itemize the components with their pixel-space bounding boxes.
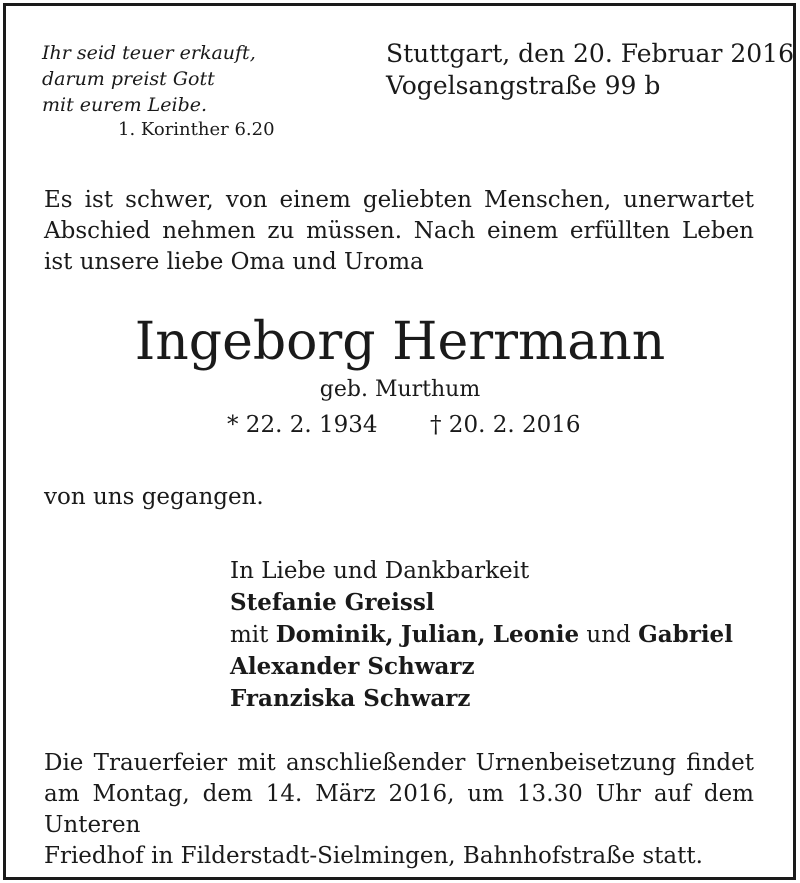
- intro-line: Es ist schwer, von einem geliebten Menschen, unerwartet: [44, 187, 754, 213]
- place-date: Stuttgart, den 20. Februar 2016: [386, 39, 794, 68]
- place-and-address: [386, 38, 794, 102]
- death-date: † 20. 2. 2016: [430, 412, 581, 438]
- verse-line: Ihr seid teuer erkauft,: [42, 42, 256, 64]
- funeral-line: am Montag, dem 14. März 2016, um 13.30 Uhr auf dem Unteren: [44, 781, 754, 838]
- funeral-notice: [44, 748, 754, 872]
- mourner-name: Franziska Schwarz: [230, 685, 471, 712]
- maiden-name: geb. Murthum: [319, 377, 481, 402]
- child-name: Dominik,: [275, 621, 394, 648]
- intro-line: Abschied nehmen zu müssen. Nach einem erfüllten Leben: [44, 218, 754, 244]
- child-name: Julian,: [400, 621, 486, 648]
- birth-date: * 22. 2. 1934: [227, 412, 378, 438]
- funeral-line: Friedhof in Filderstadt-Sielmingen, Bahnhofstraße statt.: [44, 843, 703, 869]
- deceased-name: Ingeborg Herrmann: [134, 312, 666, 372]
- bible-verse: [42, 40, 256, 118]
- mourner-name: Stefanie Greissl: [230, 589, 435, 616]
- child-name: Gabriel: [638, 621, 733, 648]
- verse-line: mit eurem Leibe.: [42, 94, 208, 116]
- mourners-block: [230, 556, 733, 715]
- verse-reference: 1. Korinther 6.20: [118, 119, 275, 140]
- passed-away-text: von uns gegangen.: [44, 484, 264, 510]
- intro-line: ist unsere liebe Oma und Uroma: [44, 249, 424, 275]
- verse-line: darum preist Gott: [42, 68, 215, 90]
- intro-paragraph: [44, 185, 754, 278]
- children-line: mit Dominik, Julian, Leonie und Gabriel: [230, 621, 733, 648]
- greeting: In Liebe und Dankbarkeit: [230, 558, 530, 584]
- child-name: Leonie: [492, 621, 580, 648]
- funeral-line: Die Trauerfeier mit anschließender Urnenbeisetzung findet: [44, 750, 754, 776]
- address: Vogelsangstraße 99 b: [386, 71, 661, 100]
- mourner-name: Alexander Schwarz: [230, 653, 475, 680]
